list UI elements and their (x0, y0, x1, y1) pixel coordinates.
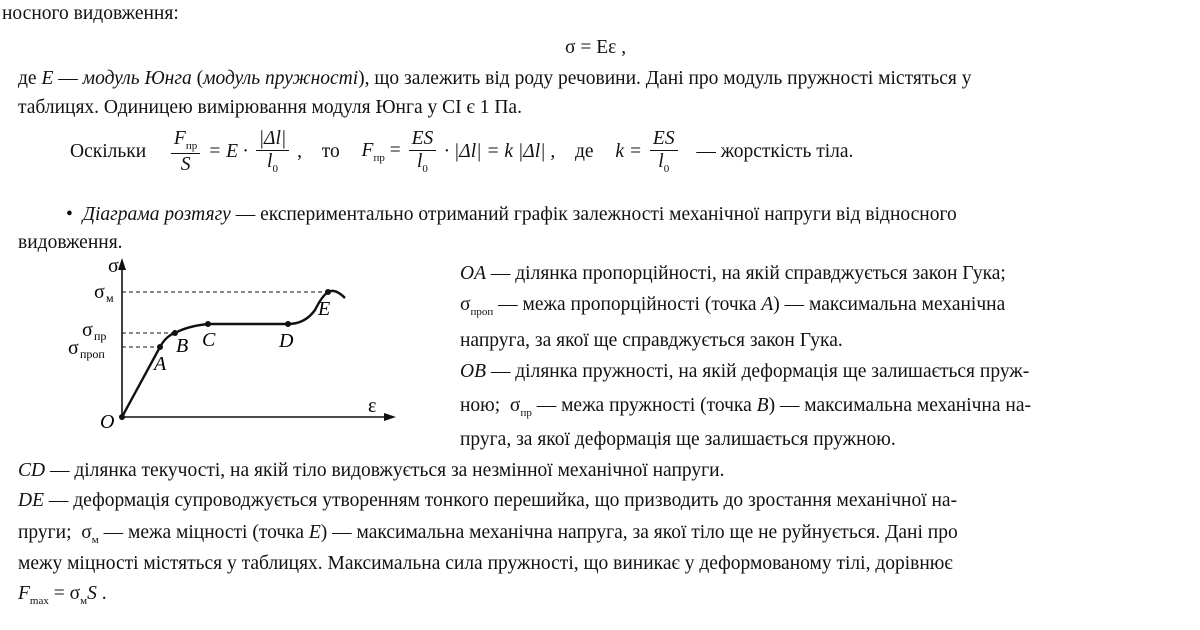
elasticity-limit: ною; $\sigma_{пр}$ — межа пружності (точка B) — максимальна механічна на- (460, 395, 1031, 419)
intro-fragment: носного видовження: (2, 3, 179, 24)
sigma-prop-label: σ (68, 337, 79, 359)
point-o-marker (119, 414, 125, 420)
proportionality-limit-end: напруга, за якої ще справджується закон Гука. (460, 330, 843, 351)
bullet-icon: • (66, 204, 73, 225)
strain-fraction: $\frac{|\Delta l|}{l_0}$ (256, 128, 290, 176)
where-label: де (575, 140, 594, 162)
hooke-formula: σ = Eε , (565, 37, 627, 58)
stress-strain-diagram (60, 252, 430, 437)
oa-description: OA — ділянка пропорційності, на якій справджується закон Гука; (460, 263, 1006, 284)
point-c-marker (205, 321, 211, 327)
de-description: DE — деформація супроводжується утворенням тонкого перешийка, що призводить до зростання механічної на- (18, 490, 958, 511)
then-label: то (321, 140, 340, 162)
stiffness-derivation: Оскільки $\frac{F_{пр}}{S}$ = E · $\frac{|\Delta l|}{l_0}$ , то $F_{пр}$ = $\frac{ES}{l_0}$ · |Δl| = k |Δl| , де k = $\frac{ES}{l_0}$ — жорсткість тіла. (70, 128, 854, 176)
point-e-label: E (318, 298, 331, 320)
elasticity-limit-end: пруга, за якої деформація ще залишається пружною. (460, 429, 896, 450)
stiffness-text: — жорсткість тіла. (696, 140, 854, 162)
point-d-marker (285, 321, 291, 327)
origin-label: O (100, 411, 115, 433)
stress-fraction: $\frac{F_{пр}}{S}$ (171, 128, 200, 176)
force-fraction: $\frac{ES}{l_0}$ (409, 128, 437, 176)
ob-description: OB — ділянка пружності, на якій деформація ще залишається пруж- (460, 361, 1030, 382)
y-axis-label: σ (108, 255, 119, 277)
diagram-definition-end: видовження. (18, 232, 123, 253)
sigma-prop-sub: проп (80, 347, 105, 361)
max-force-sentence: межу міцності містяться у таблицях. Максимальна сила пружності, що виникає у деформованому тілі, дорівнює (18, 553, 953, 574)
x-axis-arrow-icon (384, 413, 396, 421)
stiffness-fraction: $\frac{ES}{l_0}$ (650, 128, 678, 176)
max-force-formula: $F_{max} = \sigma_мS$ . (18, 583, 107, 607)
point-e-marker (325, 289, 331, 295)
diagram-definition: • Діаграма розтягу — експериментально отриманий графік залежності механічної напруги від відносного (66, 204, 957, 225)
strength-limit: пруги; $\sigma_м$ — межа міцності (точка E) — максимальна механічна напруга, за якої тіло ще не руйнується. Дані про (18, 522, 958, 546)
point-a-marker (157, 344, 163, 350)
sigma-pr-label: σ (82, 319, 93, 341)
x-axis-label: ε (368, 395, 377, 417)
y-axis-arrow-icon (118, 258, 126, 270)
sigma-m-label: σ (94, 281, 105, 303)
sigma-pr-sub: пр (94, 329, 107, 343)
point-b-label: B (176, 335, 189, 357)
sigma-m-sub: м (106, 291, 114, 305)
young-modulus-paragraph: де E — модуль Юнга (модуль пружності), що залежить від роду речовини. Дані про модуль пружності містяться у (18, 68, 972, 89)
since-label: Оскільки (70, 140, 147, 162)
young-modulus-unit: таблицях. Одиницею вимірювання модуля Юнга у СІ є 1 Па. (18, 97, 522, 118)
cd-description: CD — ділянка текучості, на якій тіло видовжується за незмінної механічної напруги. (18, 460, 725, 481)
point-a-label: A (154, 353, 167, 375)
point-d-label: D (279, 330, 294, 352)
proportionality-limit: $\sigma_{проп}$ — межа пропорційності (точка A) — максимальна механічна (460, 294, 1006, 318)
point-c-label: C (202, 329, 216, 351)
